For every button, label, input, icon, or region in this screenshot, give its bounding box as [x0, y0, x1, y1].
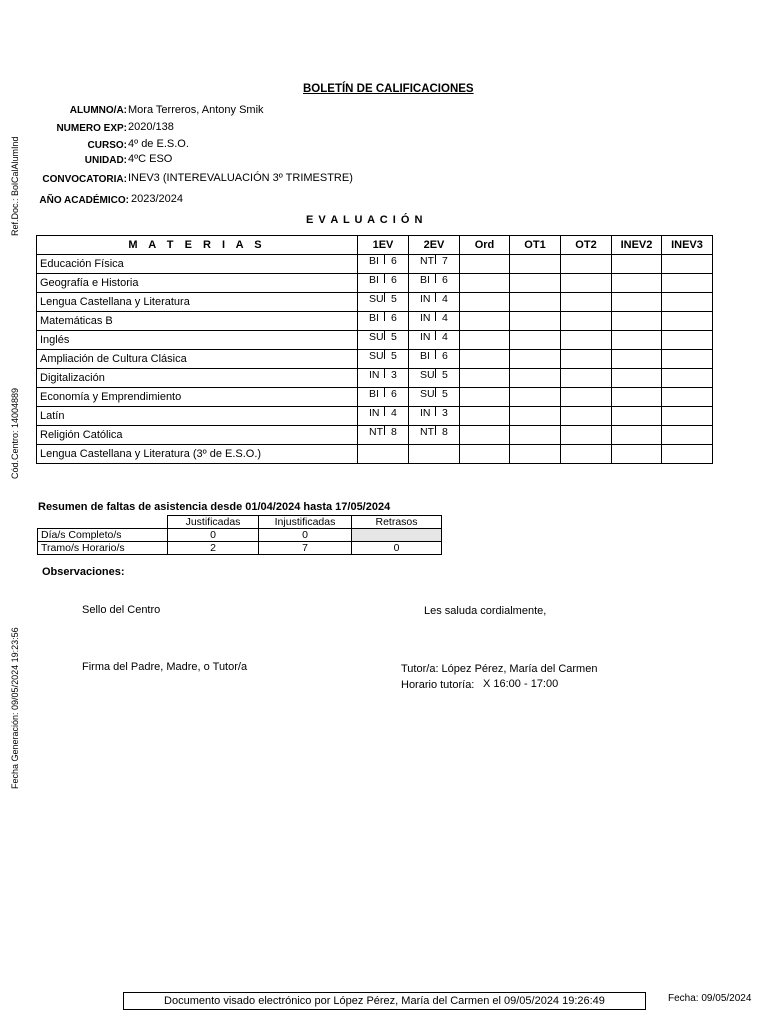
grade-separator: [435, 369, 436, 378]
grade-cell-ev1: [358, 350, 409, 369]
subject-name: Lengua Castellana y Literatura: [37, 293, 358, 312]
grade-separator: [384, 369, 385, 378]
attendance-row-label: Día/s Completo/s: [38, 529, 168, 542]
grade-cell-ev2: [409, 350, 460, 369]
grade-cell-ev2: [409, 407, 460, 426]
grade-cell-ot1: [510, 312, 561, 331]
grade-cell-ot2: [561, 255, 612, 274]
grade-cell-inev2: [612, 350, 662, 369]
grade-cell-inev3: [662, 426, 713, 445]
grade-number: 4: [442, 312, 448, 324]
grade-cell-inev2: [612, 407, 662, 426]
attendance-corner: [38, 516, 168, 529]
grade-separator: [435, 426, 436, 435]
grade-number: 6: [391, 312, 397, 324]
grade-cell-ot1: [510, 369, 561, 388]
grade-cell-ot2: [561, 388, 612, 407]
col-header-1ev: 1EV: [358, 236, 409, 255]
grade-qualifier: IN: [420, 293, 431, 305]
greeting-text: Les saluda cordialmente,: [424, 605, 547, 617]
grade-cell-ot1: [510, 293, 561, 312]
grade-cell-inev2: [612, 255, 662, 274]
grade-separator: [384, 274, 385, 283]
grade-qualifier: BI: [369, 388, 379, 400]
grade-qualifier: SU: [369, 293, 384, 305]
grade-qualifier: IN: [369, 369, 380, 381]
grade-cell-inev3: [662, 331, 713, 350]
grade-row: [37, 426, 713, 445]
grade-cell-ev1: [358, 274, 409, 293]
grade-cell-ev2: [409, 369, 460, 388]
grade-cell-ot2: [561, 426, 612, 445]
side-generated-date: Fecha Generación: 09/05/2024 19:23:56: [10, 627, 20, 789]
grade-qualifier: IN: [420, 407, 431, 419]
subject-name: Inglés: [37, 331, 358, 350]
grade-cell-ord: [460, 255, 510, 274]
subject-name: Digitalización: [37, 369, 358, 388]
grade-separator: [435, 407, 436, 416]
grade-row: [37, 255, 713, 274]
exp-number: 2020/138: [128, 121, 174, 133]
grade-cell-inev3: [662, 407, 713, 426]
grade-row: [37, 445, 713, 464]
grade-number: 8: [442, 426, 448, 438]
col-header-ot1: OT1: [510, 236, 561, 255]
grade-number: 7: [442, 255, 448, 267]
grade-cell-ev1: [358, 407, 409, 426]
col-header-inev3: INEV3: [662, 236, 713, 255]
evaluation-heading: E V A L U A C I Ó N: [306, 214, 424, 226]
grade-separator: [435, 255, 436, 264]
grade-cell-ot1: [510, 407, 561, 426]
grades-header-row: [37, 236, 713, 255]
grade-separator: [435, 388, 436, 397]
grade-cell-ot1: [510, 255, 561, 274]
grade-cell-inev3: [662, 369, 713, 388]
grade-number: 5: [442, 369, 448, 381]
grade-cell-ev2: [409, 312, 460, 331]
grade-cell-ot2: [561, 293, 612, 312]
grade-cell-ord: [460, 312, 510, 331]
grade-row: [37, 331, 713, 350]
footer-date: Fecha: 09/05/2024: [668, 993, 752, 1004]
subject-name: Latín: [37, 407, 358, 426]
electronic-signature-box: Documento visado electrónico por López Pérez, María del Carmen el 09/05/2024 19:26:49: [123, 992, 646, 1010]
grade-cell-ord: [460, 369, 510, 388]
grade-cell-inev3: [662, 293, 713, 312]
grade-cell-inev2: [612, 274, 662, 293]
grade-qualifier: IN: [420, 312, 431, 324]
attendance-row: [38, 529, 442, 542]
grade-cell-ot2: [561, 331, 612, 350]
report-title: BOLETÍN DE CALIFICACIONES: [303, 83, 474, 95]
student-name: Mora Terreros, Antony Smik: [128, 104, 264, 116]
grade-cell-ot1: [510, 388, 561, 407]
grade-cell-ev2: [409, 445, 460, 464]
grade-number: 3: [391, 369, 397, 381]
grade-cell-ot2: [561, 312, 612, 331]
subject-name: Religión Católica: [37, 426, 358, 445]
grade-number: 4: [391, 407, 397, 419]
call-value: INEV3 (INTEREVALUACIÓN 3º TRIMESTRE): [128, 172, 353, 184]
grade-cell-inev3: [662, 445, 713, 464]
grade-cell-ev2: [409, 331, 460, 350]
grade-cell-ord: [460, 407, 510, 426]
grade-row: [37, 312, 713, 331]
col-header-ot2: OT2: [561, 236, 612, 255]
grade-qualifier: NT: [420, 255, 434, 267]
course-value: 4º de E.S.O.: [128, 138, 189, 150]
grade-qualifier: BI: [369, 312, 379, 324]
grade-cell-ord: [460, 426, 510, 445]
grade-cell-inev2: [612, 312, 662, 331]
attendance-table: [37, 515, 442, 555]
attendance-unjustified: 7: [259, 542, 352, 555]
grade-qualifier: SU: [369, 350, 384, 362]
grade-cell-ev1: [358, 293, 409, 312]
grade-cell-inev2: [612, 331, 662, 350]
grade-number: 5: [391, 350, 397, 362]
grade-cell-inev2: [612, 388, 662, 407]
grade-separator: [435, 312, 436, 321]
grade-separator: [435, 274, 436, 283]
grade-cell-ev1: [358, 369, 409, 388]
grade-number: 4: [442, 293, 448, 305]
grade-qualifier: BI: [420, 274, 430, 286]
grade-row: [37, 293, 713, 312]
grade-row: [37, 388, 713, 407]
tutoring-schedule-value: X 16:00 - 17:00: [483, 678, 559, 690]
attendance-delays: 0: [352, 542, 442, 555]
attendance-title: Resumen de faltas de asistencia desde 01/04/2024 hasta 17/05/2024: [38, 501, 391, 513]
grade-separator: [435, 293, 436, 302]
grade-cell-ot1: [510, 274, 561, 293]
col-header-2ev: 2EV: [409, 236, 460, 255]
grade-row: [37, 369, 713, 388]
subject-name: Matemáticas B: [37, 312, 358, 331]
grade-cell-ot1: [510, 350, 561, 369]
grade-qualifier: SU: [420, 369, 435, 381]
subject-name: Lengua Castellana y Literatura (3º de E.S.O.): [37, 445, 358, 464]
tutor-name: Tutor/a: López Pérez, María del Carmen: [401, 663, 598, 675]
grade-separator: [384, 426, 385, 435]
attendance-header-unjustified: Injustificadas: [259, 516, 352, 529]
col-header-subjects: M A T E R I A S: [37, 236, 358, 255]
grade-separator: [384, 312, 385, 321]
grade-number: 6: [442, 350, 448, 362]
grade-qualifier: BI: [369, 255, 379, 267]
attendance-delays: [352, 529, 442, 542]
school-stamp-label: Sello del Centro: [82, 604, 161, 616]
grade-qualifier: NT: [420, 426, 434, 438]
side-ref: Ref.Doc.: BolCalAlumInd: [10, 136, 20, 236]
subject-name: Educación Física: [37, 255, 358, 274]
grade-number: 6: [391, 388, 397, 400]
grade-cell-inev3: [662, 274, 713, 293]
grade-qualifier: BI: [420, 350, 430, 362]
side-centre-code: Cód.Centro: 14004889: [10, 387, 20, 479]
grade-cell-ord: [460, 388, 510, 407]
unit-label: UNIDAD:: [84, 155, 127, 166]
grade-qualifier: IN: [420, 331, 431, 343]
grade-cell-ev2: [409, 426, 460, 445]
year-value: 2023/2024: [131, 193, 183, 205]
unit-value: 4ºC ESO: [128, 153, 173, 165]
grade-cell-inev3: [662, 255, 713, 274]
col-header-ord: Ord: [460, 236, 510, 255]
grade-cell-ot1: [510, 426, 561, 445]
exp-label: NUMERO EXP:: [56, 123, 127, 134]
grade-cell-ev1: [358, 426, 409, 445]
grade-cell-ord: [460, 331, 510, 350]
grade-separator: [384, 331, 385, 340]
grade-cell-ev2: [409, 388, 460, 407]
parent-signature-label: Firma del Padre, Madre, o Tutor/a: [82, 661, 248, 673]
grade-qualifier: NT: [369, 426, 383, 438]
attendance-header-row: [38, 516, 442, 529]
grade-qualifier: IN: [369, 407, 380, 419]
attendance-unjustified: 0: [259, 529, 352, 542]
grade-separator: [384, 293, 385, 302]
grade-row: [37, 407, 713, 426]
attendance-justified: 0: [168, 529, 259, 542]
grade-cell-ot2: [561, 369, 612, 388]
grade-number: 5: [391, 293, 397, 305]
year-label: AÑO ACADÉMICO:: [39, 195, 129, 206]
grade-cell-ot2: [561, 350, 612, 369]
grade-cell-ev2: [409, 293, 460, 312]
grade-cell-ev1: [358, 331, 409, 350]
subject-name: Ampliación de Cultura Clásica: [37, 350, 358, 369]
subject-name: Economía y Emprendimiento: [37, 388, 358, 407]
grade-cell-ev1: [358, 445, 409, 464]
grade-number: 6: [391, 255, 397, 267]
grade-separator: [384, 255, 385, 264]
grade-cell-ord: [460, 350, 510, 369]
grade-number: 3: [442, 407, 448, 419]
grade-cell-inev3: [662, 350, 713, 369]
student-label: ALUMNO/A:: [69, 105, 127, 116]
grade-row: [37, 274, 713, 293]
grade-cell-ot2: [561, 407, 612, 426]
grade-cell-ev1: [358, 388, 409, 407]
grade-number: 6: [391, 274, 397, 286]
observations-label: Observaciones:: [42, 566, 125, 578]
grade-separator: [384, 407, 385, 416]
grade-number: 6: [442, 274, 448, 286]
tutoring-schedule-label: Horario tutoría:: [401, 679, 475, 691]
grade-cell-inev2: [612, 426, 662, 445]
grade-row: [37, 350, 713, 369]
call-label: CONVOCATORIA:: [42, 174, 127, 185]
grade-cell-ord: [460, 293, 510, 312]
grade-separator: [384, 388, 385, 397]
grade-cell-inev2: [612, 293, 662, 312]
grade-separator: [435, 350, 436, 359]
attendance-header-justified: Justificadas: [168, 516, 259, 529]
grade-cell-ord: [460, 274, 510, 293]
grade-qualifier: SU: [369, 331, 384, 343]
grade-cell-ev2: [409, 255, 460, 274]
attendance-header-delays: Retrasos: [352, 516, 442, 529]
grade-cell-inev2: [612, 369, 662, 388]
grade-cell-inev2: [612, 445, 662, 464]
grade-cell-inev3: [662, 388, 713, 407]
grades-table: [36, 235, 713, 464]
col-header-inev2: INEV2: [612, 236, 662, 255]
grade-qualifier: SU: [420, 388, 435, 400]
subject-name: Geografía e Historia: [37, 274, 358, 293]
grade-number: 5: [442, 388, 448, 400]
attendance-row-label: Tramo/s Horario/s: [38, 542, 168, 555]
attendance-justified: 2: [168, 542, 259, 555]
grade-qualifier: BI: [369, 274, 379, 286]
grade-cell-ot2: [561, 445, 612, 464]
course-label: CURSO:: [87, 140, 127, 151]
grade-cell-ot2: [561, 274, 612, 293]
grade-cell-ot1: [510, 445, 561, 464]
grade-separator: [384, 350, 385, 359]
attendance-row: [38, 542, 442, 555]
grade-cell-inev3: [662, 312, 713, 331]
grade-cell-ev2: [409, 274, 460, 293]
grade-cell-ot1: [510, 331, 561, 350]
grade-number: 8: [391, 426, 397, 438]
grade-cell-ev1: [358, 312, 409, 331]
grade-number: 4: [442, 331, 448, 343]
grade-separator: [435, 331, 436, 340]
grade-cell-ord: [460, 445, 510, 464]
grade-number: 5: [391, 331, 397, 343]
grade-cell-ev1: [358, 255, 409, 274]
